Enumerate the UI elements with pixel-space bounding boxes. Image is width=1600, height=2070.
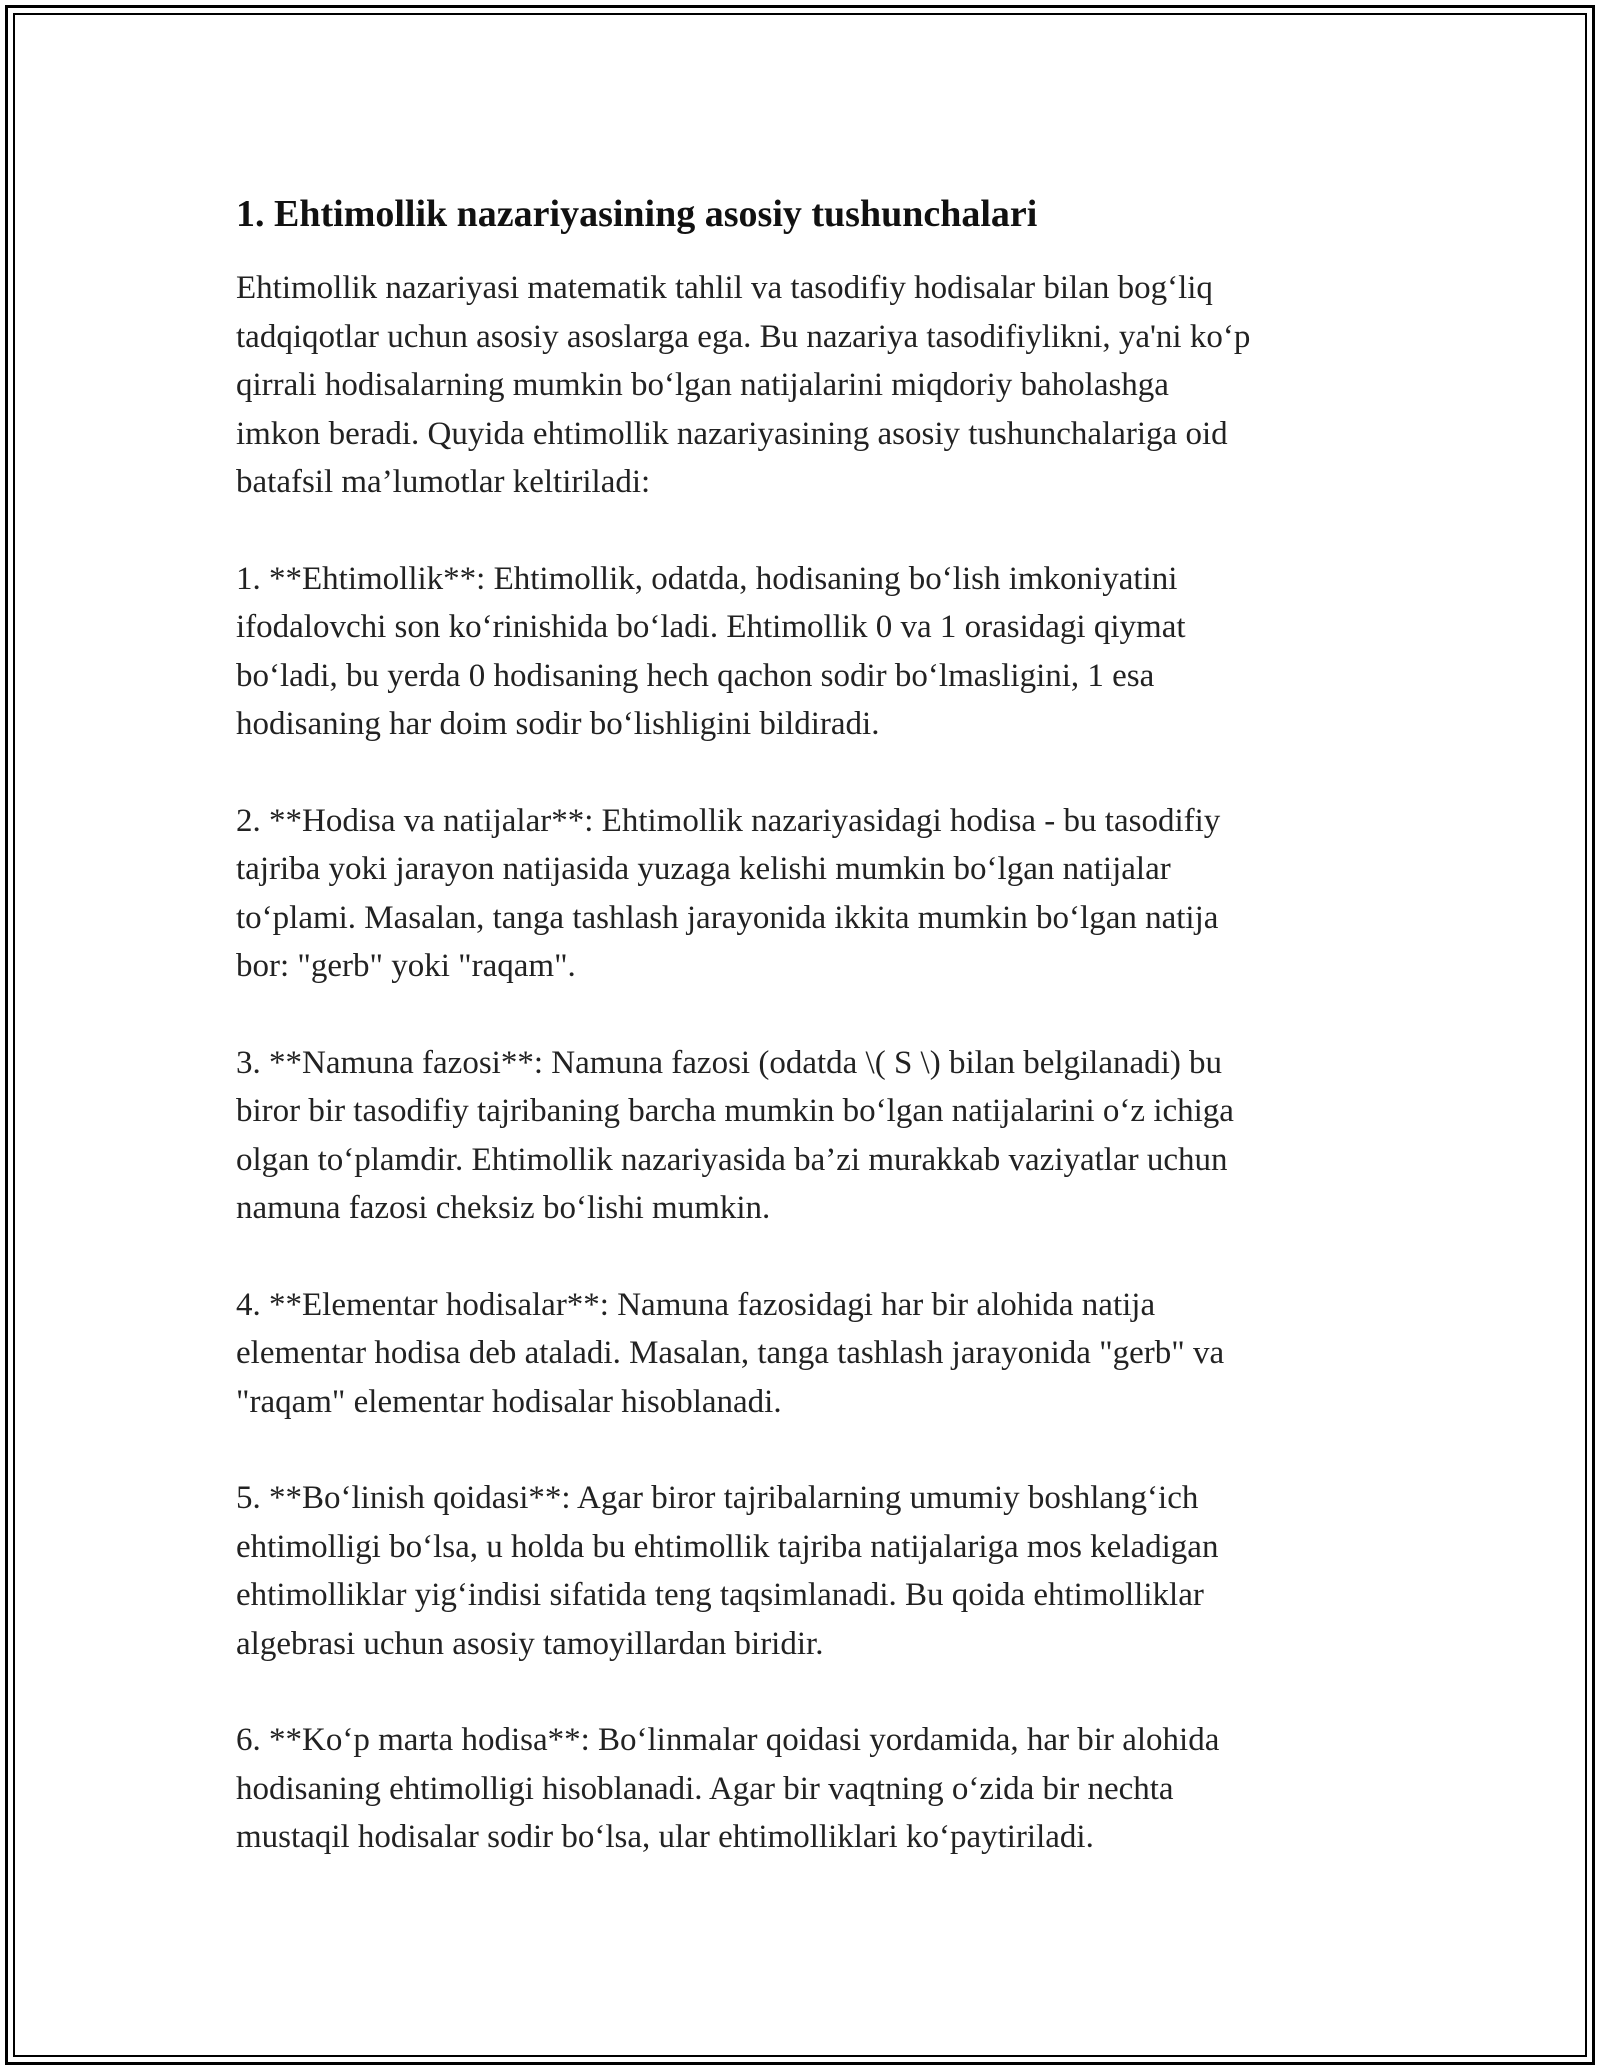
document-title: 1. Ehtimollik nazariyasining asosiy tushunchalari	[236, 193, 1038, 235]
list-item: 6. **Ko‘p marta hodisa**: Bo‘linmalar qoidasi yordamida, har bir alohida hodisaning ehtimolligi hisoblanadi. Agar bir vaqtning o‘zida bir nechta mustaqil hodisalar sodir bo‘lsa, ular ehtimolliklari ko‘paytiriladi.	[236, 1722, 1220, 1855]
list-item: 3. **Namuna fazosi**: Namuna fazosi (odatda \( S \) bilan belgilanadi) bu biror bir tasodifiy tajribaning barcha mumkin bo‘lgan natijalarini o‘z ichiga olgan to‘plamdir. Ehtimollik nazariyasida ba’zi murakkab vaziyatlar uchun namuna fazosi cheksiz bo‘lishi mumkin.	[236, 1044, 1234, 1226]
list-item: 5. **Bo‘linish qoidasi**: Agar biror tajribalarning umumiy boshlang‘ich ehtimolligi bo‘lsa, u holda bu ehtimollik tajriba natijalariga mos keladigan ehtimolliklar yig‘indisi sifatida teng taqsimlanadi. Bu qoida ehtimolliklar algebrasi uchun asosiy tamoyillardan biridir.	[236, 1480, 1219, 1662]
list-item: 2. **Hodisa va natijalar**: Ehtimollik nazariyasidagi hodisa - bu tasodifiy tajriba yoki jarayon natijasida yuzaga kelishi mumkin bo‘lgan natijalar to‘plami. Masalan, tanga tashlash jarayonida ikkita mumkin bo‘lgan natija bor: "gerb" yoki "raqam".	[236, 802, 1221, 984]
list-item: 1. **Ehtimollik**: Ehtimollik, odatda, hodisaning bo‘lish imkoniyatini ifodalovchi son ko‘rinishida bo‘ladi. Ehtimollik 0 va 1 orasidagi qiymat bo‘ladi, bu yerda 0 hodisaning hech qachon sodir bo‘lmasligini, 1 esa hodisaning har doim sodir bo‘lishligini bildiradi.	[236, 560, 1186, 742]
intro-paragraph: Ehtimollik nazariyasi matematik tahlil va tasodifiy hodisalar bilan bog‘liq tadqiqotlar uchun asosiy asoslarga ega. Bu nazariya tasodifiylikni, ya'ni ko‘p qirrali hodisalarning mumkin bo‘lgan natijalarini miqdoriy baholashga imkon beradi. Quyida ehtimollik nazariyasining asosiy tushunchalariga oid batafsil ma’lumotlar keltiriladi:	[236, 270, 1251, 500]
document-body	[236, 186, 1386, 1910]
list-item: 4. **Elementar hodisalar**: Namuna fazosidagi har bir alohida natija elementar hodisa deb ataladi. Masalan, tanga tashlash jarayonida "gerb" va "raqam" elementar hodisalar hisoblanadi.	[236, 1286, 1225, 1420]
